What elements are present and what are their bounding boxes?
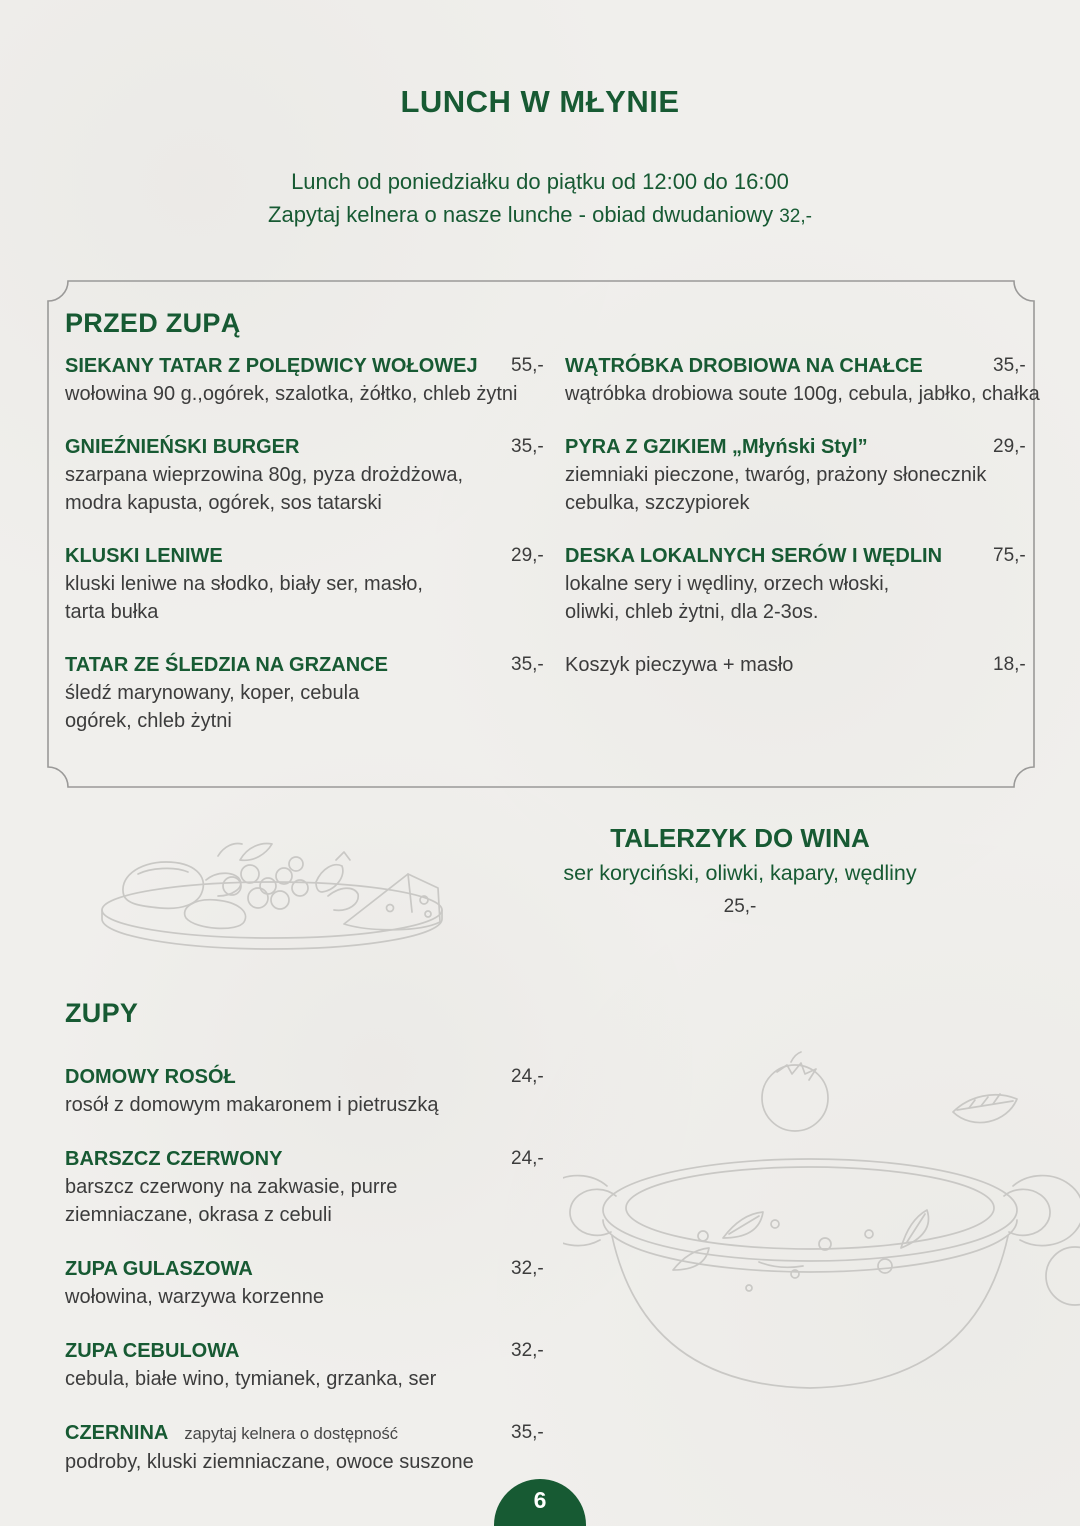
- page-number: 6: [533, 1487, 547, 1513]
- soups-section: [65, 996, 563, 1502]
- page-title: LUNCH W MŁYNIE: [400, 84, 680, 119]
- lunch-offer-price: 32,-: [779, 206, 812, 227]
- item-name: SIEKANY TATAR Z POLĘDWICY WOŁOWEJ: [65, 355, 478, 377]
- item-price: 55,-: [511, 355, 544, 376]
- item-description: barszcz czerwony na zakwasie, purre: [65, 1176, 398, 1198]
- item-description: wołowina, warzywa korzenne: [65, 1286, 325, 1308]
- item-description: oliwki, chleb żytni, dla 2-3os.: [565, 601, 819, 623]
- item-price: 35,-: [511, 436, 544, 457]
- menu-item-gnieznienski-burger: [65, 433, 563, 517]
- menu-item-tatar-ze-sledzia: [65, 651, 563, 735]
- item-name: BARSZCZ CZERWONY: [65, 1148, 283, 1170]
- menu-item-koszyk-pieczywa: [565, 651, 1045, 679]
- lunch-offer-text: [0, 202, 1080, 228]
- item-price: 18,-: [993, 654, 1026, 675]
- item-name: DESKA LOKALNYCH SERÓW I WĘDLIN: [565, 545, 943, 567]
- item-name: WĄTRÓBKA DROBIOWA NA CHAŁCE: [565, 355, 923, 377]
- menu-item-watrobka: [565, 352, 1045, 408]
- item-description: wołowina 90 g.,ogórek, szalotka, żółtko, chleb żytni: [65, 383, 518, 405]
- wine-plate-title: TALERZYK DO WINA: [610, 823, 870, 853]
- charcuterie-board-illustration: [90, 834, 454, 952]
- starters-heading: PRZED ZUPĄ: [65, 308, 241, 338]
- menu-item-deska-serow: [565, 542, 1045, 626]
- wine-plate-section: [520, 822, 960, 918]
- item-description: wątróbka drobiowa soute 100g, cebula, jabłko, chałka: [565, 383, 1040, 405]
- item-price: 24,-: [511, 1066, 544, 1087]
- item-name: ZUPA CEBULOWA: [65, 1340, 240, 1362]
- menu-item-kluski-leniwe: [65, 542, 563, 626]
- item-price: 75,-: [993, 545, 1026, 566]
- item-name: DOMOWY ROSÓŁ: [65, 1066, 236, 1088]
- item-description: ziemniaczane, okrasa z cebuli: [65, 1204, 332, 1226]
- starters-left-column: [65, 352, 563, 760]
- menu-item-siekany-tatar: [65, 352, 563, 408]
- item-name: ZUPA GULASZOWA: [65, 1258, 253, 1280]
- wine-plate-price: 25,-: [723, 896, 757, 917]
- item-name: CZERNINA: [65, 1422, 169, 1444]
- item-price: 24,-: [511, 1148, 544, 1169]
- item-description: kluski leniwe na słodko, biały ser, masło,: [65, 573, 423, 595]
- item-description: modra kapusta, ogórek, sos tatarski: [65, 492, 382, 514]
- wine-plate-description: ser koryciński, oliwki, kapary, wędliny: [563, 861, 917, 885]
- item-description: lokalne sery i wędliny, orzech włoski,: [565, 573, 890, 595]
- item-description: ziemniaki pieczone, twaróg, prażony słonecznik: [565, 464, 987, 486]
- lunch-offer-label: Zapytaj kelnera o nasze lunche - obiad dwudaniowy: [268, 202, 774, 227]
- item-description: cebula, białe wino, tymianek, grzanka, ser: [65, 1368, 437, 1390]
- soup-pot-illustration: [563, 1038, 1080, 1430]
- menu-item-zupa-gulaszowa: [65, 1255, 563, 1311]
- item-price: 29,-: [511, 545, 544, 566]
- menu-item-zupa-cebulowa: [65, 1337, 563, 1393]
- item-price: 29,-: [993, 436, 1026, 457]
- item-name: KLUSKI LENIWE: [65, 545, 223, 567]
- item-name: Koszyk pieczywa + masło: [565, 654, 794, 676]
- item-description: podroby, kluski ziemniaczane, owoce suszone: [65, 1451, 474, 1473]
- item-price: 35,-: [993, 355, 1026, 376]
- item-description: ogórek, chleb żytni: [65, 710, 232, 732]
- item-name: GNIEŹNIEŃSKI BURGER: [65, 436, 300, 458]
- item-name: TATAR ZE ŚLEDZIA NA GRZANCE: [65, 654, 388, 676]
- item-description: śledź marynowany, koper, cebula: [65, 682, 360, 704]
- lunch-hours-text: Lunch od poniedziałku do piątku od 12:00 do 16:00: [291, 169, 789, 194]
- soups-heading: ZUPY: [65, 998, 139, 1028]
- item-name: PYRA Z GZIKIEM „Młyński Styl”: [565, 436, 868, 458]
- item-price: 35,-: [511, 654, 544, 675]
- item-description: rosół z domowym makaronem i pietruszką: [65, 1094, 439, 1116]
- item-description: tarta bułka: [65, 601, 159, 623]
- item-price: 35,-: [511, 1422, 544, 1443]
- menu-item-pyra-z-gzikiem: [565, 433, 1045, 517]
- starters-section: [47, 280, 1040, 788]
- item-availability-note: zapytaj kelnera o dostępność: [184, 1425, 399, 1443]
- item-description: szarpana wieprzowina 80g, pyza drożdżowa,: [65, 464, 463, 486]
- item-price: 32,-: [511, 1258, 544, 1279]
- item-description: cebulka, szczypiorek: [565, 492, 750, 514]
- menu-item-czernina: [65, 1419, 563, 1476]
- page-number-badge: [494, 1479, 586, 1526]
- item-price: 32,-: [511, 1340, 544, 1361]
- starters-right-column: [565, 352, 1045, 704]
- menu-item-barszcz-czerwony: [65, 1145, 563, 1229]
- menu-item-domowy-rosol: [65, 1063, 563, 1119]
